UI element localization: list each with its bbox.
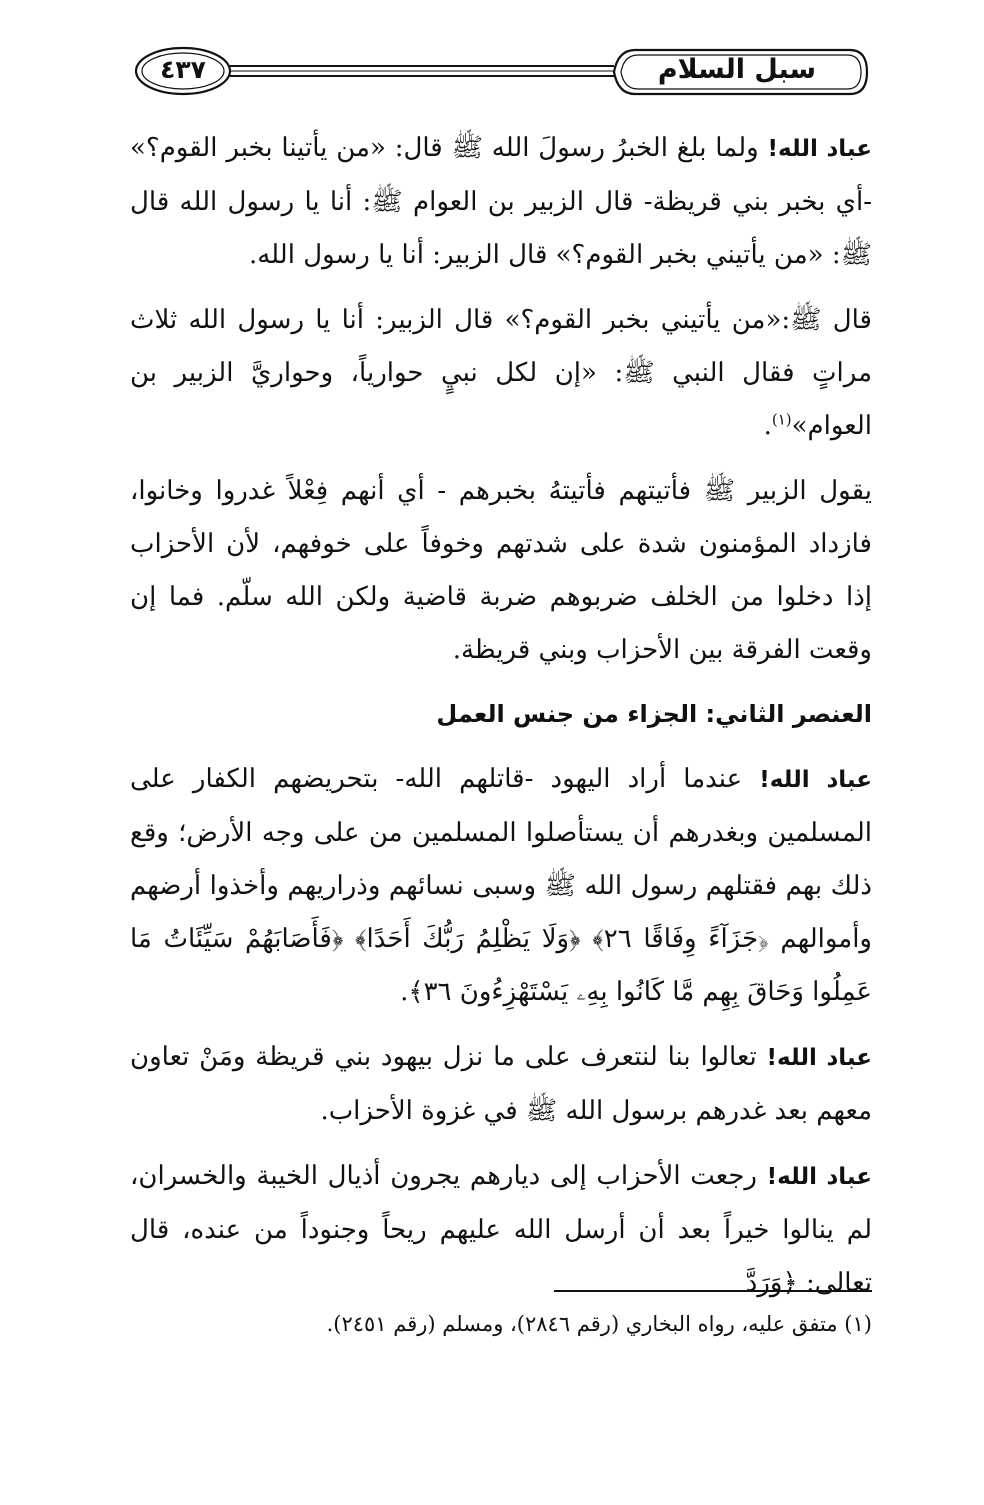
paragraph-5 [130,1031,872,1138]
paragraph-lead: عباد الله! [766,1045,872,1071]
paragraph-1 [130,122,872,282]
paragraph-6 [130,1150,872,1310]
section-heading: العنصر الثاني: الجزاء من جنس العمل [436,700,872,728]
page-number: ٤٣٧ [160,55,206,84]
footnote: (١) متفق عليه، رواه البخاري (رقم ٢٨٤٦)، ومسلم (رقم ٢٤٥١). [326,1312,872,1336]
paragraph-tail: . [763,411,772,441]
main-text [130,122,872,1322]
paragraph-text: عندما أراد اليهود -قاتلهم الله- بتحريضهم الكفار على المسلمين وبغدرهم أن يستأصلوا المسلمين من على وجه الأرض؛ وقع ذلك بهم فقتلهم رسول الله ﷺ وسبى نسائهم وذراريهم وأخذوا أرضهم وأموالهم ﴿جَزَآءً وِفَاقًا ٢٦﴾ ﴿وَلَا يَظْلِمُ رَبُّكَ أَحَدًا﴾ ﴿فَأَصَابَهُمْ سَيِّئَاتُ مَا عَمِلُوا وَحَاقَ بِهِم مَّا كَانُوا بِهِۦ يَسْتَهْزِءُونَ ٣٦﴾. [130,764,872,1007]
paragraph-lead: عباد الله! [766,1164,872,1190]
paragraph-text: يقول الزبير ﷺ فأتيتهم فأتيتهُ بخبرهم - أي أنهم فِعْلاً غدروا وخانوا، فازداد المؤمنون شدة على شدتهم وخوفاً على خوفهم، لأن الأحزاب إذا دخلوا من الخلف ضربوهم ضربة قاضية ولكن الله سلّم. فما إن وقعت الفرقة بين الأحزاب وبني قريظة. [130,476,872,665]
footnote-divider [554,1290,872,1292]
footnote-reference[interactable]: (١) [771,410,792,429]
page-header [130,42,870,106]
paragraph-text: تعالوا بنا لنتعرف على ما نزل بيهود بني قريظة ومَنْ تعاون معهم بعد غدرهم برسول الله ﷺ في غزوة الأحزاب. [130,1042,872,1126]
paragraph-lead: عباد الله! [759,767,872,793]
paragraph-text: ولما بلغ الخبرُ رسولَ الله ﷺ قال: «من يأتينا بخبر القوم؟» -أي بخبر بني قريظة- قال الزبير بن العوام ﷺ: أنا يا رسول الله قال ﷺ: «من يأتيني بخبر القوم؟» قال الزبير: أنا يا رسول الله. [130,133,872,270]
paragraph-lead: عباد الله! [767,136,872,162]
book-title: سبل السلام [657,54,817,85]
paragraph-4 [130,753,872,1019]
paragraph-text: قال ﷺ:«من يأتيني بخبر القوم؟» قال الزبير: أنا يا رسول الله ثلاث مراتٍ فقال النبي ﷺ: «إن لكل نبيٍ حوارياً، وحواريَّ الزبير بن العوام» [130,305,872,441]
paragraph-3 [130,465,872,677]
paragraph-text: رجعت الأحزاب إلى ديارهم يجرون أذيال الخيبة والخسران، لم ينالوا خيراً بعد أن أرسل الله عليهم ريحاً وجنوداً من عنده، قال تعالى: ﴿وَرَدَّ [130,1161,872,1298]
paragraph-2 [130,294,872,453]
